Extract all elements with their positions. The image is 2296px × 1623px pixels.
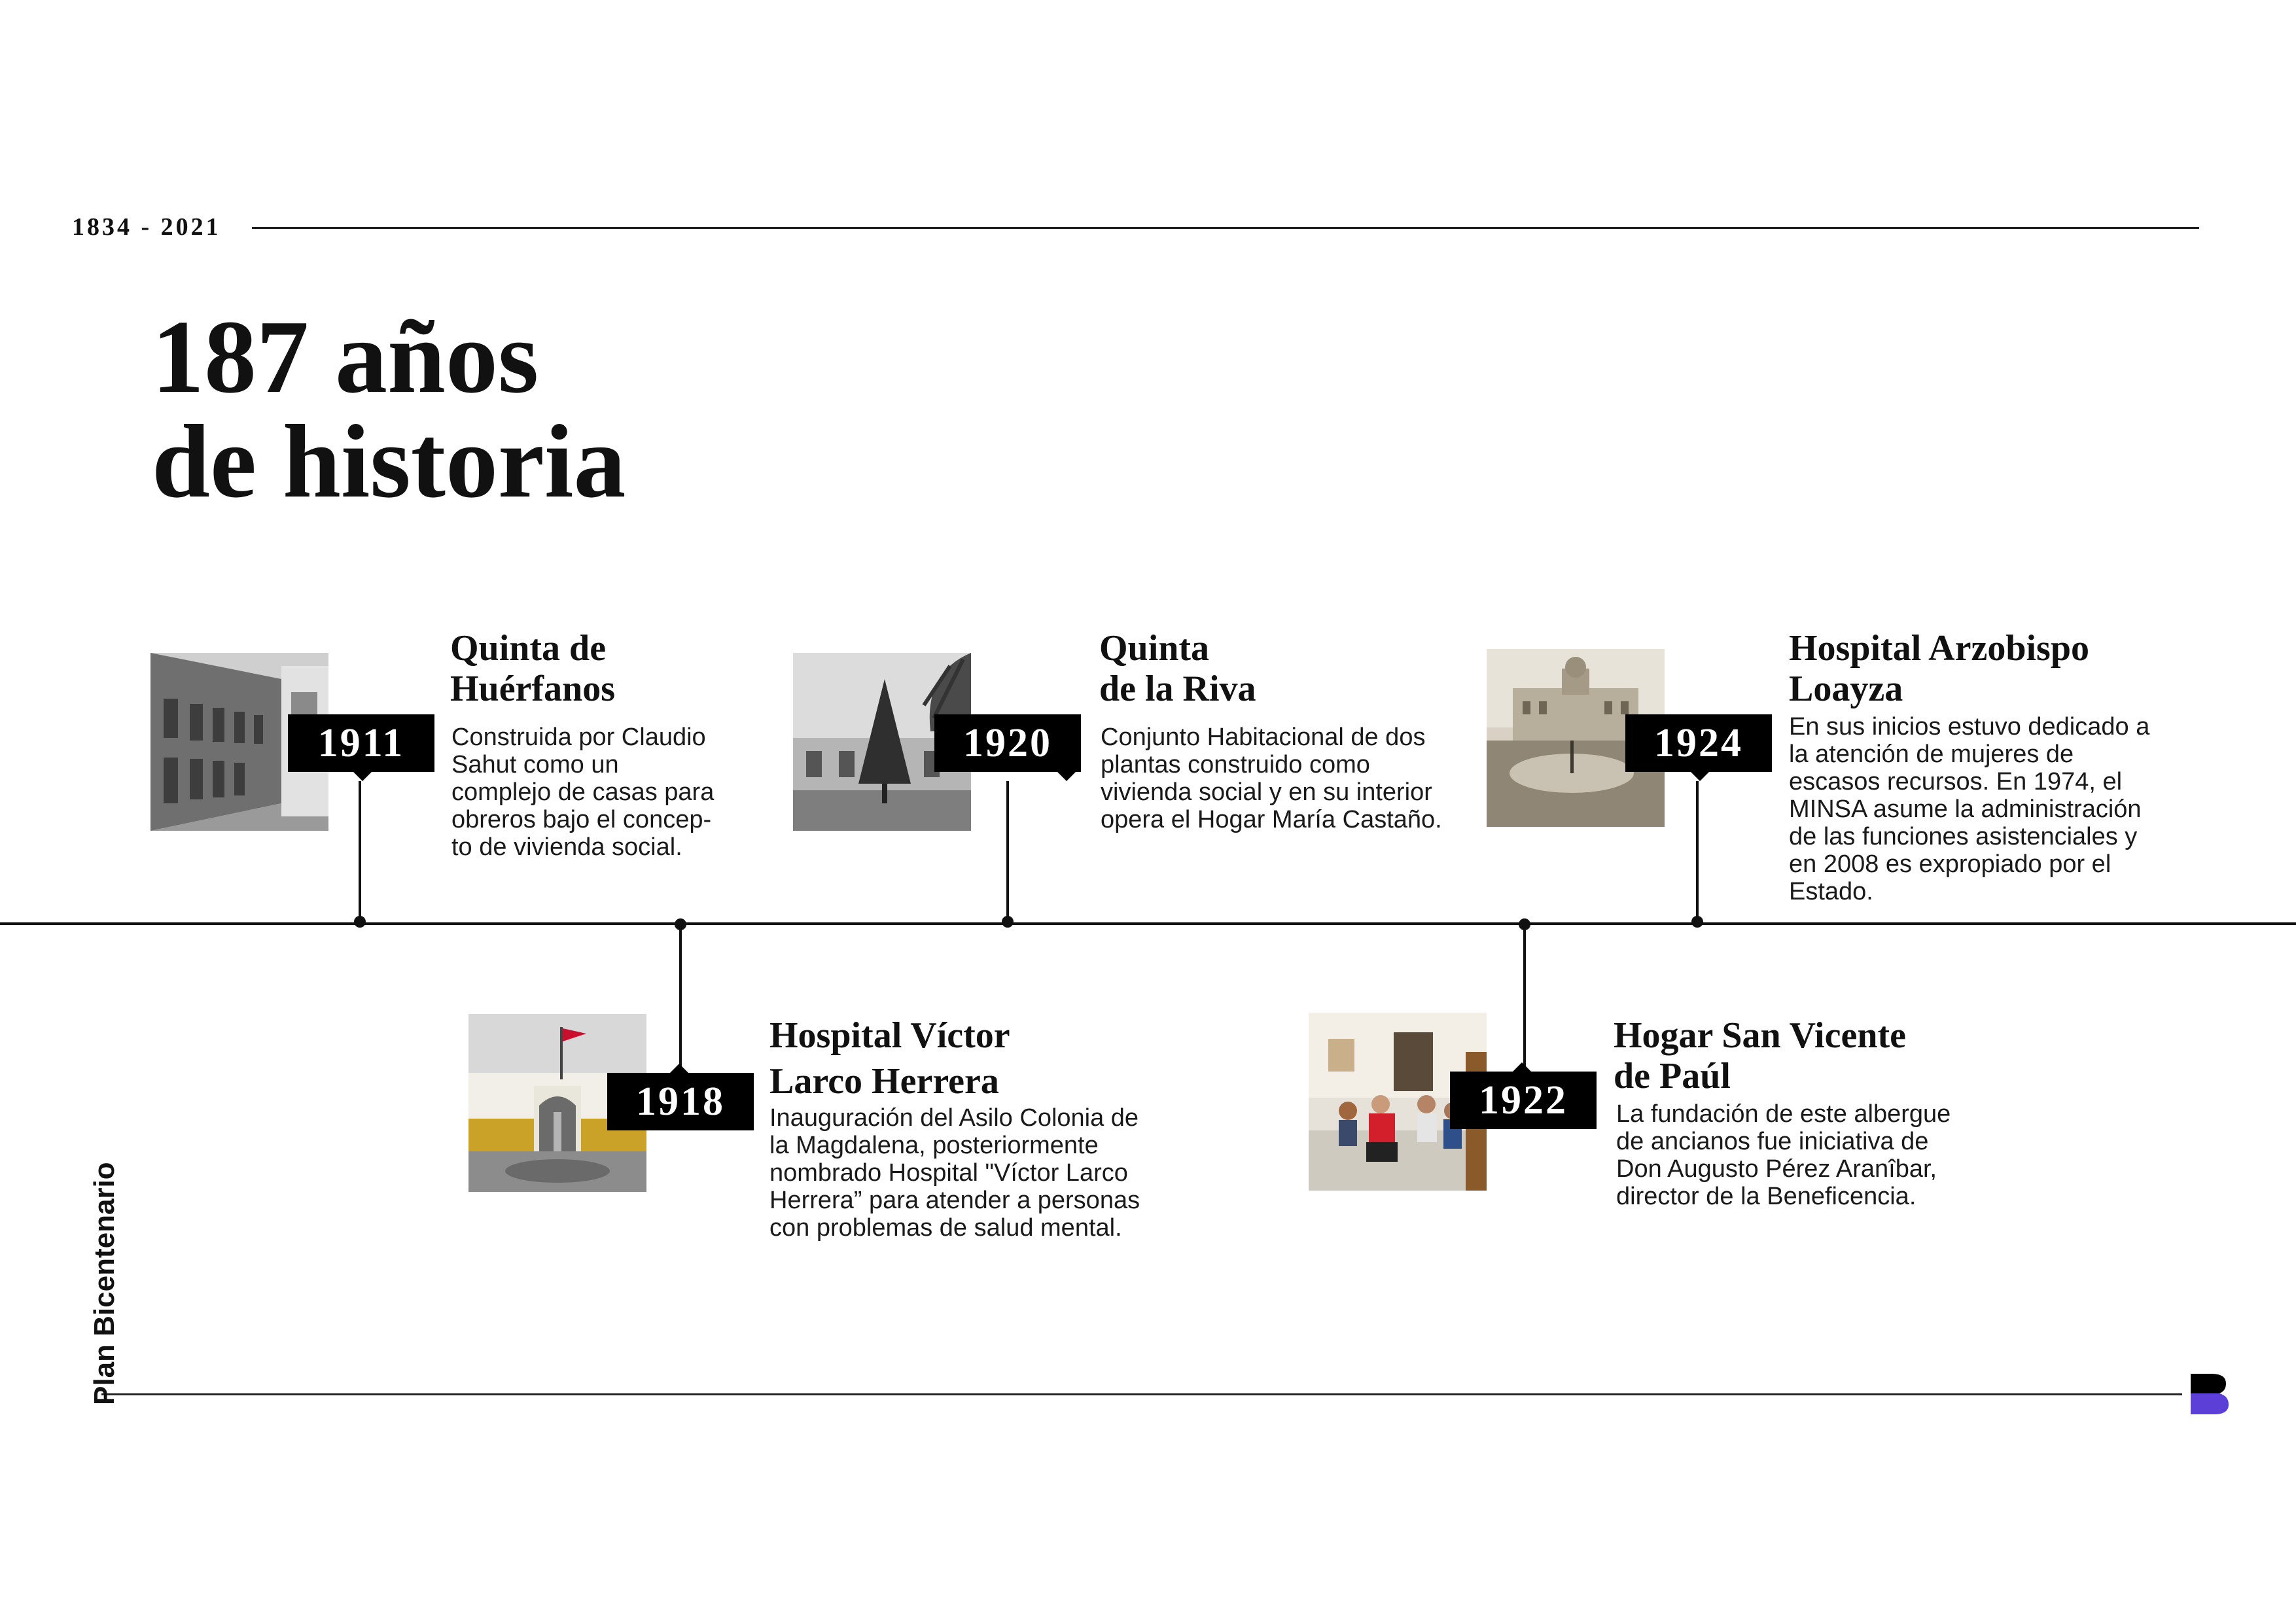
desc-line: director de la Beneficencia. bbox=[1616, 1183, 1916, 1210]
desc-line: vivienda social y en su interior bbox=[1101, 778, 1432, 806]
page-title bbox=[152, 298, 626, 519]
desc-line: MINSA asume la administración bbox=[1789, 795, 2142, 823]
event-1924-title-line-1: Hospital Arzobispo bbox=[1789, 628, 2089, 669]
event-1918-title bbox=[769, 1013, 1010, 1104]
event-1924-title bbox=[1789, 628, 2089, 709]
desc-line: opera el Hogar María Castaño. bbox=[1101, 806, 1442, 833]
timeline-axis bbox=[0, 922, 2296, 925]
desc-line: en 2008 es expropiado por el bbox=[1789, 850, 2111, 878]
desc-line: con problemas de salud mental. bbox=[769, 1214, 1122, 1242]
desc-line: Estado. bbox=[1789, 878, 1873, 905]
top-divider bbox=[252, 227, 2199, 229]
event-1922-connector bbox=[1523, 925, 1526, 1073]
event-1922-description bbox=[1616, 1100, 1951, 1210]
event-1918-description bbox=[769, 1104, 1140, 1242]
event-1922-title bbox=[1614, 1015, 1906, 1096]
year-badge-1911: 1911 bbox=[288, 714, 434, 772]
desc-line: la Magdalena, posteriormente bbox=[769, 1132, 1099, 1159]
side-label: Plan Bicentenario bbox=[88, 1162, 120, 1405]
event-1920-connector bbox=[1006, 781, 1009, 922]
event-1922-title-line-1: Hogar San Vicente bbox=[1614, 1015, 1906, 1056]
event-1924-title-line-2: Loayza bbox=[1789, 669, 1903, 709]
desc-line: escasos recursos. En 1974, el bbox=[1789, 768, 2123, 795]
event-1920-title bbox=[1099, 628, 1256, 709]
desc-line: de ancianos fue iniciativa de bbox=[1616, 1128, 1929, 1155]
event-1918-title-line-2: Larco Herrera bbox=[769, 1061, 999, 1102]
event-1911-title-line-1: Quinta de bbox=[450, 628, 607, 669]
desc-line: La fundación de este albergue bbox=[1616, 1100, 1951, 1128]
year-badge-1924: 1924 bbox=[1625, 714, 1772, 772]
desc-line: complejo de casas para bbox=[451, 778, 715, 806]
event-1911-connector bbox=[359, 781, 361, 922]
event-1920-title-line-1: Quinta bbox=[1099, 628, 1210, 669]
year-badge-1922: 1922 bbox=[1450, 1072, 1597, 1129]
title-line-1: 187 años bbox=[152, 298, 539, 415]
date-range: 1834 - 2021 bbox=[72, 213, 221, 241]
event-1918-connector bbox=[679, 925, 682, 1074]
event-1920-description bbox=[1101, 724, 1442, 833]
event-1924-node bbox=[1691, 916, 1703, 928]
desc-line: Construida por Claudio bbox=[451, 724, 706, 751]
desc-line: Inauguración del Asilo Colonia de bbox=[769, 1104, 1139, 1132]
bottom-divider bbox=[101, 1393, 2182, 1395]
desc-line: plantas construido como bbox=[1101, 751, 1370, 778]
desc-line: Conjunto Habitacional de dos bbox=[1101, 724, 1426, 751]
event-1911-title bbox=[450, 628, 615, 709]
event-1924-connector bbox=[1696, 781, 1699, 922]
year-badge-1920: 1920 bbox=[934, 714, 1081, 772]
desc-line: Sahut como un bbox=[451, 751, 619, 778]
desc-line: nombrado Hospital "Víctor Larco bbox=[769, 1159, 1128, 1187]
event-1911-title-line-2: Huérfanos bbox=[450, 669, 615, 709]
year-badge-1918: 1918 bbox=[607, 1073, 754, 1130]
event-1911-description bbox=[451, 724, 714, 861]
desc-line: to de vivienda social. bbox=[451, 833, 682, 861]
event-1922-title-line-2: de Paúl bbox=[1614, 1056, 1731, 1096]
event-1920-node bbox=[1002, 916, 1014, 928]
desc-line: obreros bajo el concep- bbox=[451, 806, 712, 833]
event-1911-node bbox=[354, 916, 366, 928]
desc-line: la atención de mujeres de bbox=[1789, 741, 2074, 768]
desc-line: de las funciones asistenciales y bbox=[1789, 823, 2138, 850]
desc-line: En sus inicios estuvo dedicado a bbox=[1789, 713, 2150, 741]
event-1924-description bbox=[1789, 713, 2149, 905]
event-1918-title-line-1: Hospital Víctor bbox=[769, 1015, 1010, 1056]
brand-logo-accent bbox=[2191, 1393, 2229, 1414]
desc-line: Herrera” para atender a personas bbox=[769, 1187, 1140, 1214]
brand-b-logo-icon bbox=[2189, 1372, 2230, 1416]
event-1920-title-line-2: de la Riva bbox=[1099, 669, 1256, 709]
title-line-2: de historia bbox=[152, 403, 626, 519]
desc-line: Don Augusto Pérez Aranîbar, bbox=[1616, 1155, 1937, 1183]
